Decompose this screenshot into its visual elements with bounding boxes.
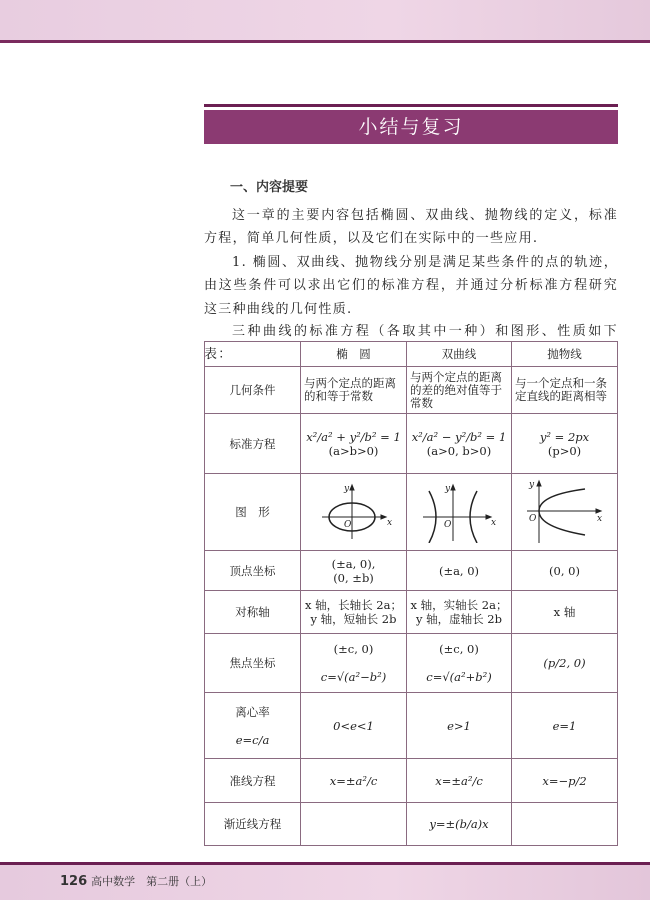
table-row	[205, 693, 618, 759]
label: 离心率	[235, 704, 270, 719]
value: (±c, 0)	[333, 642, 374, 656]
value: y 轴，短轴长 2b	[310, 612, 397, 626]
cell: 与两个定点的距离的和等于常数	[301, 367, 407, 414]
formula: e=c/a	[235, 732, 270, 747]
row-label: 标准方程	[205, 414, 301, 474]
cell	[301, 634, 407, 693]
svg-text:O: O	[343, 519, 351, 530]
top-band	[0, 0, 650, 41]
row-label: 几何条件	[205, 367, 301, 414]
row-label: 焦点坐标	[205, 634, 301, 693]
table-row	[205, 414, 618, 474]
value: x=±a²/c	[435, 773, 483, 788]
cell	[301, 759, 407, 803]
parabola-graph	[512, 474, 618, 551]
svg-text:y: y	[445, 483, 451, 494]
paragraph-1: 这一章的主要内容包括椭圆、双曲线、抛物线的定义，标准方程，简单几何性质，以及它们在实际中的一些应用.	[204, 208, 618, 247]
header-empty	[205, 342, 301, 367]
svg-text:x: x	[596, 513, 602, 524]
equation: y² = 2px	[539, 429, 590, 444]
value: (±a, 0),	[331, 556, 376, 571]
value: x 轴，实轴长 2a；	[410, 598, 508, 612]
hyperbola-graph	[407, 474, 512, 551]
cell	[407, 759, 512, 803]
section-title: 小结与复习	[204, 110, 618, 144]
cell	[512, 759, 618, 803]
cell	[407, 693, 512, 759]
page-number: 126	[60, 874, 88, 889]
table-row	[205, 474, 618, 551]
svg-text:y: y	[343, 483, 349, 494]
value: (±c, 0)	[439, 642, 479, 656]
paragraph-3: 三种曲线的标准方程（各取其中一种）和图形、性质如下表：	[204, 324, 618, 363]
value: x=±a²/c	[329, 773, 378, 788]
condition: (a>0, b>0)	[426, 443, 492, 458]
table-row	[205, 759, 618, 803]
cell	[301, 693, 407, 759]
cell	[512, 634, 618, 693]
value: (p/2, 0)	[543, 656, 586, 670]
conic-summary-table	[204, 341, 618, 846]
table-row	[205, 367, 618, 414]
value: y=±(b/a)x	[429, 817, 489, 831]
svg-text:y: y	[528, 479, 534, 490]
heading: 一、内容提要	[230, 180, 309, 195]
cell	[301, 414, 407, 474]
condition: (a>b>0)	[328, 443, 379, 458]
svg-text:O: O	[444, 519, 452, 530]
value: y 轴，虚轴长 2b	[416, 612, 502, 626]
cell: x 轴	[512, 591, 618, 634]
cell	[301, 551, 407, 591]
row-label: 顶点坐标	[205, 551, 301, 591]
value: e>1	[447, 718, 471, 733]
value: x=−p/2	[542, 773, 587, 788]
row-label: 对称轴	[205, 591, 301, 634]
cell	[407, 803, 512, 846]
value: 0<e<1	[333, 718, 374, 733]
cell: 与一个定点和一条定直线的距离相等	[512, 367, 618, 414]
table-row	[205, 551, 618, 591]
row-label: 渐近线方程	[205, 803, 301, 846]
table-row	[205, 591, 618, 634]
equation: x²/a² + y²/b² = 1	[306, 429, 401, 444]
ellipse-graph	[301, 474, 407, 551]
cell: (0, 0)	[512, 551, 618, 591]
cell	[512, 414, 618, 474]
value: (0, ±b)	[333, 570, 374, 585]
svg-text:x: x	[386, 517, 392, 528]
cell: 与两个定点的距离的差的绝对值等于常数	[407, 367, 512, 414]
table-row	[205, 634, 618, 693]
svg-text:O: O	[528, 513, 536, 524]
book-title: 高中数学 第二册（上）	[91, 875, 213, 888]
value: c=√(a²−b²)	[320, 670, 387, 684]
top-divider	[0, 40, 650, 43]
cell	[512, 693, 618, 759]
header-ellipse: 椭 圆	[301, 342, 407, 367]
cell	[407, 591, 512, 634]
header-parabola: 抛物线	[512, 342, 618, 367]
cell: (±a, 0)	[407, 551, 512, 591]
table-header-row	[205, 342, 618, 367]
row-label: 图 形	[205, 474, 301, 551]
cell	[301, 803, 407, 846]
condition: (p>0)	[547, 443, 582, 458]
row-label	[205, 693, 301, 759]
value: c=√(a²+b²)	[426, 670, 492, 684]
cell	[407, 414, 512, 474]
value: x 轴，长轴长 2a；	[305, 598, 402, 612]
title-rule	[204, 104, 618, 107]
svg-text:x: x	[491, 517, 497, 528]
footer	[60, 873, 212, 889]
value: e=1	[552, 718, 577, 733]
row-label: 准线方程	[205, 759, 301, 803]
cell	[301, 591, 407, 634]
table-row	[205, 803, 618, 846]
equation: x²/a² − y²/b² = 1	[411, 429, 507, 444]
cell	[512, 803, 618, 846]
header-hyperbola: 双曲线	[407, 342, 512, 367]
cell	[407, 634, 512, 693]
paragraph-2: 1. 椭圆、双曲线、抛物线分别是满足某些条件的点的轨迹，由这些条件可以求出它们的标准方程，并通过分析标准方程研究这三种曲线的几何性质.	[204, 255, 618, 317]
